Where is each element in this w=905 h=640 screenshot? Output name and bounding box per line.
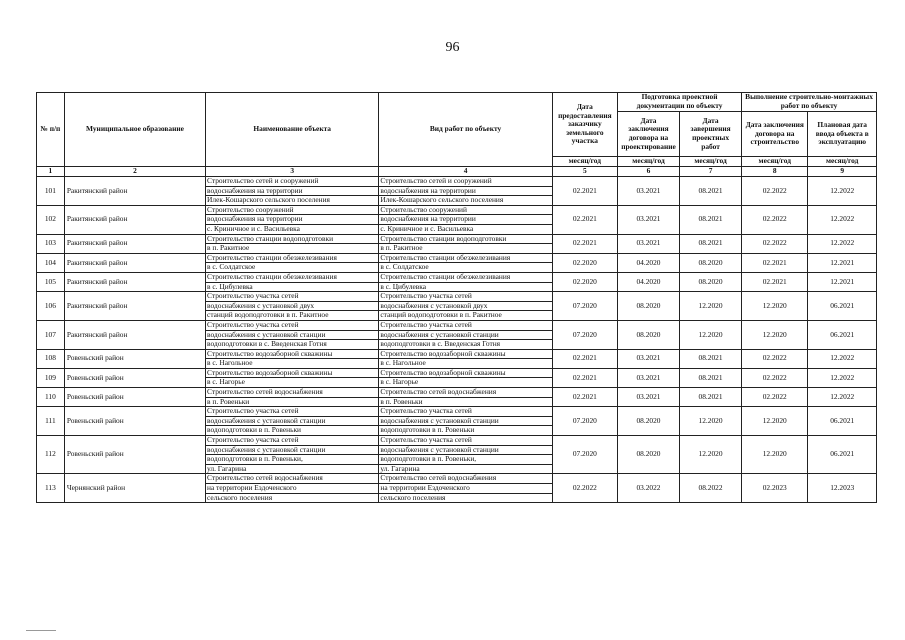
land-date-cell: 02.2021 <box>552 388 617 407</box>
object-name-line: Строительство водозаборной скважины <box>206 350 378 360</box>
work-type-cell <box>379 234 552 253</box>
objects-table <box>36 92 877 503</box>
commission-date-cell: 12.2021 <box>808 253 877 272</box>
work-type-line: водоснабжения с установкой двух <box>379 302 551 312</box>
table-row <box>37 253 877 272</box>
object-name-cell <box>206 320 379 349</box>
design-complete-date-cell: 08.2021 <box>680 177 742 206</box>
row-number: 109 <box>37 368 65 387</box>
object-name-line: Строительство участка сетей <box>206 321 378 331</box>
object-name-line: водоподготовки в п. Ровеньки <box>207 425 301 435</box>
municipality-cell: Ровеньский район <box>64 407 205 436</box>
row-number: 106 <box>37 292 65 321</box>
land-date-cell: 07.2020 <box>552 407 617 436</box>
work-type-line: в с. Нагорье <box>380 377 419 387</box>
design-contract-date-cell: 03.2021 <box>617 349 679 368</box>
work-type-line: Строительство станции водоподготовки <box>379 235 551 245</box>
row-number: 107 <box>37 320 65 349</box>
municipality-cell: Ракитянский район <box>64 253 205 272</box>
page-number: 96 <box>445 40 460 55</box>
header-land-date: Дата предоставления заказчику земельного участка <box>552 93 617 157</box>
object-name-line: Строительство сетей водоснабжения <box>206 474 378 484</box>
municipality-cell: Ракитянский район <box>64 320 205 349</box>
municipality-cell: Чернянский район <box>64 474 205 503</box>
work-type-line: Строительство участка сетей <box>379 407 551 417</box>
work-type-cell <box>379 205 552 234</box>
design-contract-date-cell: 08.2020 <box>617 292 679 321</box>
column-number: 6 <box>617 167 679 177</box>
municipality-cell: Ракитянский район <box>64 292 205 321</box>
work-type-line: водоподготовки в п. Ровеньки, <box>379 455 551 465</box>
construction-contract-date-cell: 02.2022 <box>742 205 808 234</box>
column-number: 4 <box>379 167 552 177</box>
header-design-contract: Дата заключения договора на проектирование <box>617 112 679 157</box>
row-number: 103 <box>37 234 65 253</box>
construction-contract-date-cell: 12.2020 <box>742 407 808 436</box>
object-name-line: в с. Солдатское <box>207 262 256 272</box>
work-type-line: сельского поселения <box>380 492 446 502</box>
construction-contract-date-cell: 02.2022 <box>742 234 808 253</box>
table-row <box>37 234 877 253</box>
work-type-line: ул. Гагарина <box>380 463 420 473</box>
design-contract-date-cell: 03.2021 <box>617 205 679 234</box>
column-number: 5 <box>552 167 617 177</box>
object-name-line: водоснабжения на территории <box>206 215 378 225</box>
object-name-cell <box>206 388 379 407</box>
object-name-cell <box>206 234 379 253</box>
object-name-line: в с. Нагорье <box>207 377 245 387</box>
work-type-line: Строительство станции обезжелезивания <box>379 254 551 264</box>
header-object: Наименование объекта <box>206 93 379 167</box>
object-name-line: Илек-Кошарского сельского поселения <box>207 195 330 205</box>
table-row <box>37 388 877 407</box>
work-type-cell <box>379 436 552 474</box>
page-edge-mark <box>26 630 56 631</box>
row-number: 112 <box>37 436 65 474</box>
table-row <box>37 320 877 349</box>
work-type-line: на территории Ездоченского <box>379 484 551 494</box>
object-name-cell <box>206 205 379 234</box>
work-type-cell <box>379 388 552 407</box>
object-name-line: Строительство станции водоподготовки <box>206 235 378 245</box>
work-type-line: Строительство участка сетей <box>379 292 551 302</box>
municipality-cell: Ракитянский район <box>64 272 205 291</box>
object-name-line: в с. Цибулевка <box>207 281 253 291</box>
header-design-group: Подготовка проектной документации по объекту <box>617 93 741 112</box>
work-type-line: Строительство участка сетей <box>379 321 551 331</box>
design-complete-date-cell: 12.2020 <box>680 292 742 321</box>
header-construction-group: Выполнение строительно-монтажных работ по объекту <box>742 93 877 112</box>
row-number: 108 <box>37 349 65 368</box>
work-type-line: Строительство станции обезжелезивания <box>379 273 551 283</box>
object-name-line: водоснабжения на территории <box>206 187 378 197</box>
work-type-line: водоснабжения с установкой станции <box>379 417 551 427</box>
object-name-line: Строительство участка сетей <box>206 436 378 446</box>
work-type-cell <box>379 407 552 436</box>
design-complete-date-cell: 08.2021 <box>680 234 742 253</box>
object-name-line: станций водоподготовки в п. Ракитное <box>207 310 329 320</box>
design-contract-date-cell: 03.2021 <box>617 177 679 206</box>
design-contract-date-cell: 04.2020 <box>617 272 679 291</box>
land-date-cell: 02.2021 <box>552 368 617 387</box>
land-date-cell: 07.2020 <box>552 292 617 321</box>
municipality-cell: Ракитянский район <box>64 177 205 206</box>
design-complete-date-cell: 08.2021 <box>680 205 742 234</box>
row-number: 104 <box>37 253 65 272</box>
work-type-line: водоснабжения с установкой станции <box>379 331 551 341</box>
design-contract-date-cell: 04.2020 <box>617 253 679 272</box>
object-name-line: Строительство участка сетей <box>206 407 378 417</box>
object-name-line: водоснабжения с установкой станции <box>206 446 378 456</box>
row-number: 110 <box>37 388 65 407</box>
construction-contract-date-cell: 12.2020 <box>742 320 808 349</box>
commission-date-cell: 06.2021 <box>808 436 877 474</box>
table-row <box>37 474 877 503</box>
header-work: Вид работ по объекту <box>379 93 552 167</box>
design-contract-date-cell: 03.2021 <box>617 368 679 387</box>
object-name-cell <box>206 368 379 387</box>
work-type-cell <box>379 320 552 349</box>
design-complete-date-cell: 08.2022 <box>680 474 742 503</box>
object-name-cell <box>206 272 379 291</box>
design-complete-date-cell: 12.2020 <box>680 436 742 474</box>
design-complete-date-cell: 08.2020 <box>680 253 742 272</box>
commission-date-cell: 12.2022 <box>808 388 877 407</box>
commission-date-cell: 12.2022 <box>808 234 877 253</box>
table-row <box>37 272 877 291</box>
column-number: 7 <box>680 167 742 177</box>
construction-contract-date-cell: 02.2022 <box>742 177 808 206</box>
commission-date-cell: 12.2021 <box>808 272 877 291</box>
object-name-cell <box>206 407 379 436</box>
object-name-cell <box>206 436 379 474</box>
land-date-cell: 07.2020 <box>552 320 617 349</box>
work-type-line: Строительство сетей водоснабжения <box>379 474 551 484</box>
commission-date-cell: 12.2022 <box>808 177 877 206</box>
land-date-cell: 02.2021 <box>552 234 617 253</box>
land-date-cell: 02.2021 <box>552 205 617 234</box>
object-name-line: Строительство сетей и сооружений <box>206 177 378 187</box>
row-number: 102 <box>37 205 65 234</box>
land-date-cell: 02.2021 <box>552 349 617 368</box>
work-type-line: в с. Цибулевка <box>380 281 427 291</box>
object-name-line: Строительство станции обезжелезивания <box>206 254 378 264</box>
design-complete-date-cell: 12.2020 <box>680 320 742 349</box>
work-type-cell <box>379 272 552 291</box>
land-date-cell: 02.2020 <box>552 253 617 272</box>
table-row <box>37 368 877 387</box>
object-name-line: водоподготовки в п. Ровеньки, <box>206 455 378 465</box>
work-type-line: Строительство сетей и сооружений <box>379 177 551 187</box>
land-date-cell: 02.2022 <box>552 474 617 503</box>
work-type-cell <box>379 474 552 503</box>
municipality-cell: Ровеньский район <box>64 436 205 474</box>
design-contract-date-cell: 03.2021 <box>617 388 679 407</box>
column-number: 9 <box>808 167 877 177</box>
column-number: 8 <box>742 167 808 177</box>
table-body <box>37 177 877 503</box>
work-type-line: станций водоподготовки в п. Ракитное <box>380 310 502 320</box>
table-row <box>37 436 877 474</box>
municipality-cell: Ракитянский район <box>64 234 205 253</box>
object-name-line: водоснабжения с установкой двух <box>206 302 378 312</box>
table-row <box>37 205 877 234</box>
land-date-cell: 02.2021 <box>552 177 617 206</box>
design-complete-date-cell: 12.2020 <box>680 407 742 436</box>
commission-date-cell: 12.2022 <box>808 349 877 368</box>
object-name-line: водоподготовки в с. Введенская Готня <box>207 339 327 349</box>
object-name-line: с. Криничное и с. Васильевка <box>207 223 300 233</box>
work-type-line: Строительство сооружений <box>379 206 551 216</box>
commission-date-cell: 06.2021 <box>808 407 877 436</box>
design-contract-date-cell: 03.2021 <box>617 234 679 253</box>
object-name-line: водоснабжения с установкой станции <box>206 417 378 427</box>
commission-date-cell: 06.2021 <box>808 292 877 321</box>
construction-contract-date-cell: 02.2023 <box>742 474 808 503</box>
object-name-line: сельского поселения <box>207 492 273 502</box>
object-name-cell <box>206 253 379 272</box>
work-type-cell <box>379 177 552 206</box>
work-type-line: водоснабжения на территории <box>379 187 551 197</box>
construction-contract-date-cell: 02.2021 <box>742 272 808 291</box>
work-type-line: водоподготовки в с. Введенская Готня <box>380 339 501 349</box>
work-type-line: с. Криничное и с. Васильевка <box>380 223 474 233</box>
design-contract-date-cell: 08.2020 <box>617 407 679 436</box>
object-name-line: в п. Ракитное <box>207 243 250 253</box>
work-type-line: водоснабжения с установкой станции <box>379 446 551 456</box>
design-complete-date-cell: 08.2021 <box>680 349 742 368</box>
municipality-cell: Ровеньский район <box>64 368 205 387</box>
work-type-cell <box>379 292 552 321</box>
work-type-line: водоподготовки в п. Ровеньки <box>380 425 475 435</box>
commission-date-cell: 12.2022 <box>808 368 877 387</box>
document-sheet <box>36 92 877 503</box>
header-construction-contract: Дата заключения договора на строительство <box>742 112 808 157</box>
work-type-line: водоснабжения на территории <box>379 215 551 225</box>
table-row <box>37 407 877 436</box>
column-number: 3 <box>206 167 379 177</box>
work-type-line: Илек-Кошарского сельского поселения <box>380 195 504 205</box>
object-name-line: Строительство сооружений <box>206 206 378 216</box>
object-name-line: водоснабжения с установкой станции <box>206 331 378 341</box>
object-name-line: Строительство станции обезжелезивания <box>206 273 378 283</box>
work-type-line: в с. Солдатское <box>380 262 429 272</box>
commission-date-cell: 12.2023 <box>808 474 877 503</box>
construction-contract-date-cell: 12.2020 <box>742 292 808 321</box>
header-commission-date: Плановая дата ввода объекта в эксплуатацию <box>808 112 877 157</box>
construction-contract-date-cell: 12.2020 <box>742 436 808 474</box>
column-number: 1 <box>37 167 65 177</box>
unit-label: месяц/год <box>617 157 679 167</box>
land-date-cell: 02.2020 <box>552 272 617 291</box>
column-number: 2 <box>64 167 205 177</box>
header-municipality: Муниципальное образование <box>64 93 205 167</box>
object-name-cell <box>206 292 379 321</box>
unit-label: месяц/год <box>552 157 617 167</box>
work-type-line: в п. Ровеньки <box>380 396 423 406</box>
object-name-line: в с. Нагольное <box>207 358 253 368</box>
design-complete-date-cell: 08.2021 <box>680 388 742 407</box>
object-name-line: Строительство сетей водоснабжения <box>206 388 378 398</box>
header-design-complete: Дата завершения проектных работ <box>680 112 742 157</box>
unit-label: месяц/год <box>808 157 877 167</box>
design-contract-date-cell: 08.2020 <box>617 320 679 349</box>
municipality-cell: Ровеньский район <box>64 349 205 368</box>
header-num: № п/п <box>37 93 65 167</box>
object-name-line: Строительство водозаборной скважины <box>206 369 378 379</box>
construction-contract-date-cell: 02.2022 <box>742 368 808 387</box>
unit-label: месяц/год <box>680 157 742 167</box>
work-type-line: Строительство водозаборной скважины <box>379 369 551 379</box>
work-type-line: в п. Ракитное <box>380 243 423 253</box>
construction-contract-date-cell: 02.2022 <box>742 388 808 407</box>
work-type-line: Строительство сетей водоснабжения <box>379 388 551 398</box>
design-complete-date-cell: 08.2021 <box>680 368 742 387</box>
work-type-line: в с. Нагольное <box>380 358 426 368</box>
work-type-line: Строительство водозаборной скважины <box>379 350 551 360</box>
construction-contract-date-cell: 02.2021 <box>742 253 808 272</box>
object-name-line: на территории Ездоченского <box>206 484 378 494</box>
work-type-line: Строительство участка сетей <box>379 436 551 446</box>
land-date-cell: 07.2020 <box>552 436 617 474</box>
commission-date-cell: 06.2021 <box>808 320 877 349</box>
unit-label: месяц/год <box>742 157 808 167</box>
design-contract-date-cell: 08.2020 <box>617 436 679 474</box>
row-number: 113 <box>37 474 65 503</box>
object-name-line: ул. Гагарина <box>207 463 247 473</box>
object-name-cell <box>206 474 379 503</box>
work-type-cell <box>379 253 552 272</box>
object-name-line: в п. Ровеньки <box>207 396 250 406</box>
municipality-cell: Ровеньский район <box>64 388 205 407</box>
object-name-cell <box>206 177 379 206</box>
table-row <box>37 177 877 206</box>
commission-date-cell: 12.2022 <box>808 205 877 234</box>
row-number: 101 <box>37 177 65 206</box>
construction-contract-date-cell: 02.2022 <box>742 349 808 368</box>
object-name-cell <box>206 349 379 368</box>
work-type-cell <box>379 368 552 387</box>
table-row <box>37 292 877 321</box>
row-number: 111 <box>37 407 65 436</box>
design-complete-date-cell: 08.2020 <box>680 272 742 291</box>
municipality-cell: Ракитянский район <box>64 205 205 234</box>
object-name-line: Строительство участка сетей <box>206 292 378 302</box>
design-contract-date-cell: 03.2022 <box>617 474 679 503</box>
table-row <box>37 349 877 368</box>
work-type-cell <box>379 349 552 368</box>
row-number: 105 <box>37 272 65 291</box>
